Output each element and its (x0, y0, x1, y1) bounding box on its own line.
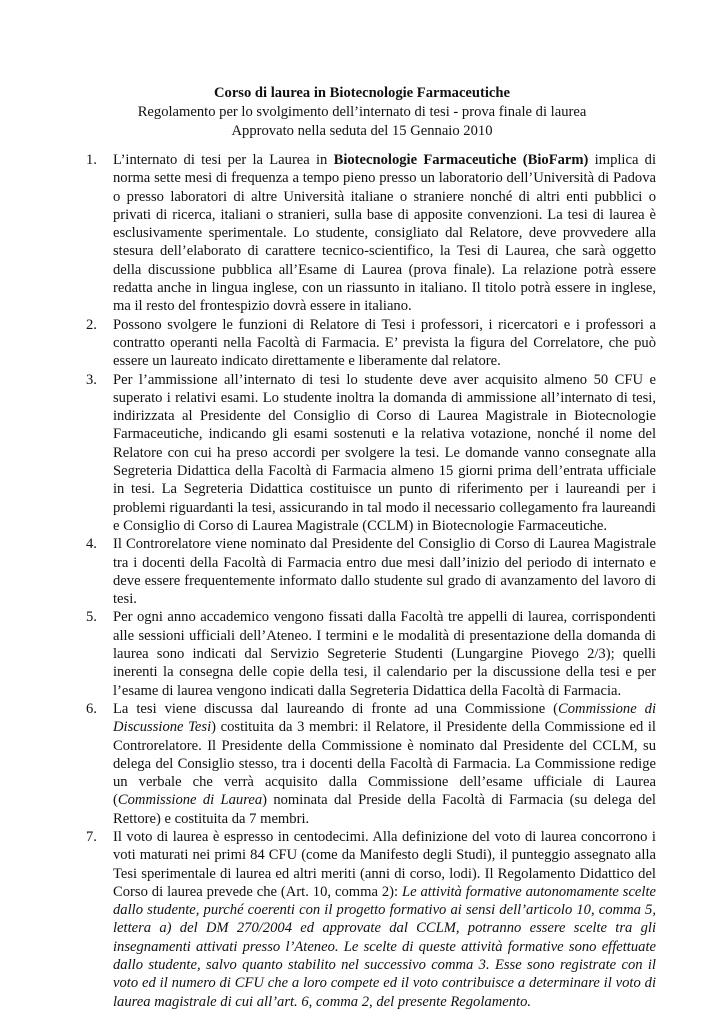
list-item-7 (86, 828, 656, 1011)
item-number: 5. (86, 609, 97, 626)
item-text: Per ogni anno accademico vengono fissati dalla Facoltà tre appelli di laurea, corrispondenti alle sessioni ufficiali dell’Ateneo. I termini e le modalità di presentazione della domanda di laurea sono indicati dal Servizio Segreterie Studenti (Lungargine Piovego 2/3); quelli inerenti la consegna delle copie della tesi, il calendario per la discussione della tesi e per l’esame di laurea vengono indicati dalla Segreteria Didattica della Facoltà di Farmacia. (113, 609, 656, 699)
list-item-2 (86, 316, 656, 371)
item-text: ) costituita da 3 membri: il Relatore, il Presidente della Commissione ed il Controrelatore. Il Presidente della Commissione è nominato dal Presidente del CCLM, su delega del Consiglio stesso, tra i docenti della Facoltà di Farmacia. La Commissione redige un verbale che verrà acquisito dalla Commissione dell’esame ufficiale di Laurea ( (113, 719, 656, 809)
item-italic-text: Le attività formative autonomamente scelte dallo studente, purché coerenti con il progetto formativo ai sensi dell’articolo 10, comma 5, lettera a) del DM 270/2004 ed approvate dal CCLM, potranno essere scelte tra gli insegnamenti attivati presso l’Ateneo. Le scelte di queste attività formative sono effettuate dallo studente, salvo quanto stabilito nel successivo comma 3. Esse sono registrate con il voto ed il numero di CFU che a loro compete ed il voto contribuisce a determinare il voto di laurea magistrale di cui all’art. 6, comma 2, del presente Regolamento. (113, 883, 656, 1010)
item-number: 2. (86, 316, 97, 333)
document-subtitle: Regolamento per lo svolgimento dell’internato di tesi - prova finale di laurea (137, 104, 587, 120)
approval-line: Approvato nella seduta del 15 Gennaio 2010 (231, 123, 493, 139)
item-bold-text: Biotecnologie Farmaceutiche (BioFarm) (333, 152, 589, 168)
item-italic-text: Commissione di Discussione Tesi (113, 700, 656, 736)
item-number: 7. (86, 828, 97, 845)
item-number: 4. (86, 536, 97, 553)
document-header (0, 84, 724, 141)
item-text: Il voto di laurea è espresso in centodecimi. Alla definizione del voto di laurea concorrono i voti maturati nei primi 84 CFU (come da Manifesto degli Studi), il punteggio assegnato alla Tesi sperimentale di laurea ed altri meriti (anni di corso, lodi). Il Regolamento Didattico del Corso di laurea prevede che (Art. 10, comma 2): (113, 828, 656, 900)
item-text: La tesi viene discussa dal laureando di fronte ad una Commissione ( (113, 700, 559, 717)
item-text: implica di norma sette mesi di frequenza a tempo pieno presso un laboratorio dell’Università di Padova o presso laboratori di altre Università italiane o straniere nonché di altri enti pubblici o privati di ricerca, italiani o stranieri, sulla base di apposite convenzioni. La tesi di laurea è esclusivamente sperimentale. Lo studente, consigliato dal Relatore, deve provvedere alla stesura dell’elaborato di carattere tecnico-scientifico, la Tesi di Laurea, che sarà oggetto della discussione pubblica all’Esame di Laurea (prova finale). La relazione potrà essere redatta anche in lingua inglese, con un riassunto in italiano. Il titolo potrà essere in inglese, ma il resto del frontespizio dovrà essere in italiano. (113, 152, 657, 315)
item-text: Il Controrelatore viene nominato dal Presidente del Consiglio di Corso di Laurea Magistrale tra i docenti della Facoltà di Farmacia entro due mesi dall’inizio del periodo di internato e deve essere frequentemente informato dallo studente sul grado di avanzamento del lavoro di tesi. (113, 536, 656, 608)
item-text: L’internato di tesi per la Laurea in (113, 152, 334, 168)
list-item-6 (86, 700, 656, 828)
item-number: 3. (86, 371, 97, 388)
item-text: Per l’ammissione all’internato di tesi lo studente deve aver acquisito almeno 50 CFU e superato i relativi esami. Lo studente inoltra la domanda di ammissione all’internato di tesi, indirizzata al Presidente del Consiglio di Corso di Laurea Magistrale in Biotecnologie Farmaceutiche, indicando gli esami sostenuti e la relativa votazione, nonché il nome del Relatore con cui ha preso accordi per svolgere la tesi. Le domande vanno consegnate alla Segreteria Didattica della Facoltà di Farmacia almeno 15 giorni prima dell’entrata ufficiale in tesi. La Segreteria Didattica costituisce un punto di riferimento per i laureandi per i problemi riguardanti la tesi, assicurando in tal modo il necessario collegamento fra laureandi e Consiglio di Corso di Laurea Magistrale (CCLM) in Biotecnologie Farmaceutiche. (113, 371, 656, 534)
list-item-5 (86, 608, 656, 699)
document-title: Corso di laurea in Biotecnologie Farmaceutiche (213, 85, 511, 101)
item-number: 6. (86, 700, 97, 717)
list-item-4 (86, 535, 656, 608)
item-text: ) nominata dal Preside della Facoltà di Farmacia (su delega del Rettore) e costituita da 7 membri. (113, 792, 656, 827)
item-text: Possono svolgere le funzioni di Relatore di Tesi i professori, i ricercatori e i professori a contratto operanti nella Facoltà di Farmacia. E’ prevista la figura del Correlatore, che può essere un laureato indicato direttamente e liberamente dal relatore. (113, 316, 656, 370)
list-item-3 (86, 371, 656, 536)
regulation-list (86, 151, 656, 1011)
item-italic-text: Commissione di Laurea (117, 792, 263, 809)
list-item-1 (86, 151, 656, 316)
item-number: 1. (86, 152, 97, 168)
